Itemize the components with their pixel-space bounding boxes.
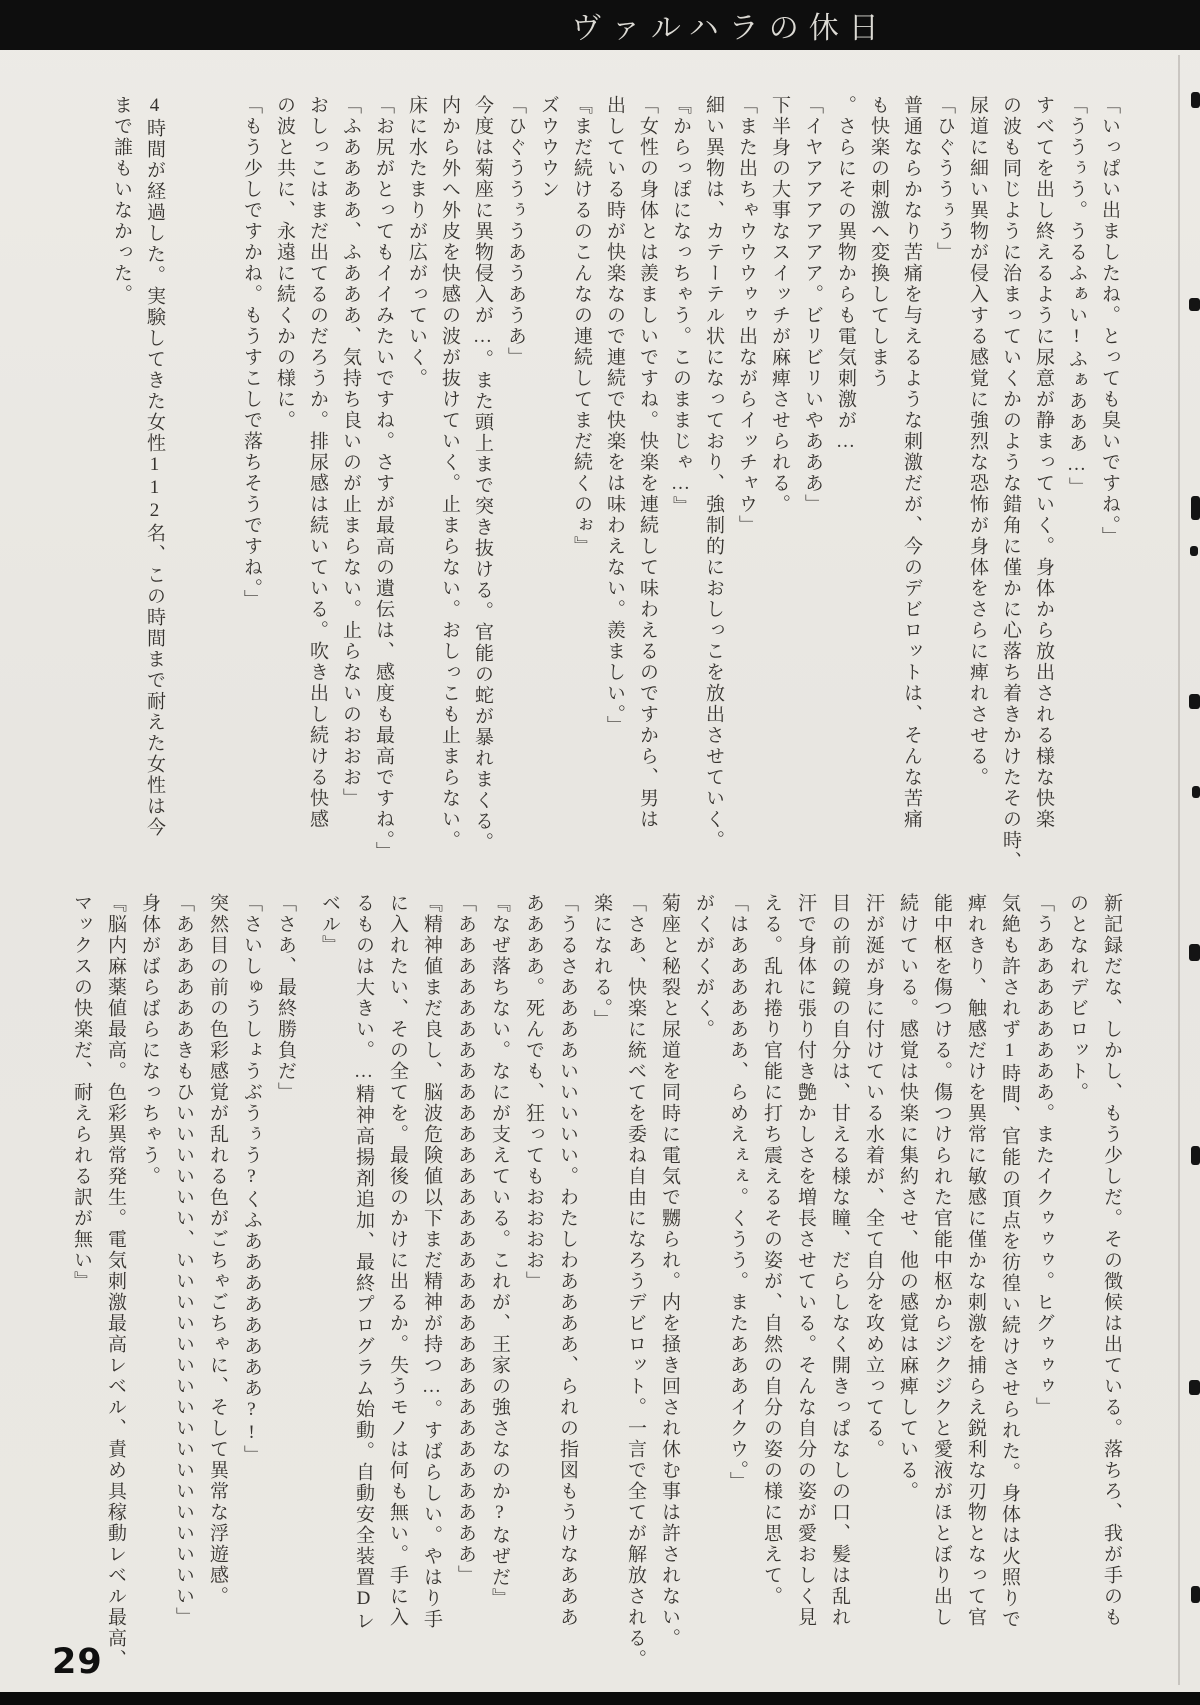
text-column: 4時間が経過した。実験してきた女性112名、この時間まで耐えた女性は今 — [144, 95, 165, 838]
page-title: ヴァルハラの休日 — [571, 12, 889, 45]
text-column: すべてを出し終えるように尿意が静まっていく。身体から放出される様な快楽 — [1033, 95, 1054, 830]
text-column: ズウウウン — [538, 95, 559, 200]
text-column: 「うるさああああいいいいい。わたしわああああ、られの指図もうけなあああ — [557, 893, 578, 1628]
text-column: 「さあ、快楽に統べてを委ね自由になろうデビロット。一言で全てが解放される。 — [625, 893, 646, 1670]
text-column: 「お尻がとってもイイみたいですね。さすが最高の遺伝は、感度も最高ですね。」 — [373, 95, 394, 863]
text-column: える。乱れ捲り官能に打ち震えるその姿が、自然の自分の姿の様に思えて。 — [761, 893, 782, 1607]
text-column: ベル』 — [319, 893, 340, 956]
text-column: 目の前の鏡の自分は、甘える様な瞳、だらしなく開きっぱなしの口、髪は乱れ — [829, 893, 850, 1628]
text-column: おしっこはまだ出てるのだろうか。排尿感は続いている。吹き出し続ける快感 — [307, 95, 328, 830]
text-column: 普通ならかなり苦痛を与えるような刺激だが、今のデビロットは、そんな苦痛 — [901, 95, 922, 830]
text-column: 痺れきり、触感だけを異常に敏感に僅かな刺激を捕らえ鋭利な刃物となって官 — [965, 893, 986, 1628]
scan-artifact — [1191, 496, 1200, 520]
text-column: 「はああああああ、らめえぇぇ。くうう。またあああイクウ。」 — [727, 893, 748, 1493]
text-column: 菊座と秘裂と尿道を同時に電気で嬲られ。内を掻き回され休む事は許されない。 — [659, 893, 680, 1649]
text-column: 「もう少しですかね。もうすこしで落ちそうですね。」 — [241, 95, 262, 611]
text-column: 身体がばらばらになっちゃう。 — [139, 893, 160, 1187]
text-column: 続けている。感覚は快楽に集約させ、他の感覚は麻痺している。 — [897, 893, 918, 1502]
text-column: 「ふああああ、ふあああ、気持ち良いのが止まらない。止らないのおおお」 — [340, 95, 361, 809]
text-column: 「うああああああああ。またイクゥゥゥ。ヒグゥゥゥ」 — [1033, 893, 1054, 1418]
text-column: も快楽の刺激へ変換してしまう — [868, 95, 889, 389]
scan-artifact — [1189, 944, 1200, 961]
bottom-rule — [0, 1692, 1200, 1705]
text-column: 今度は菊座に異物侵入が…。また頭上まで突き抜ける。官能の蛇が暴れまくる。 — [472, 95, 493, 853]
text-column: の波と共に、永遠に続くかの様に。 — [274, 95, 295, 431]
scan-artifact — [1191, 92, 1200, 108]
text-column: 突然目の前の色彩感覚が乱れる色がごちゃごちゃに、そして異常な浮遊感。 — [207, 893, 228, 1607]
text-column: 気絶も許されず1時間、官能の頂点を彷徨い続けさせられた。身体は火照りで — [999, 893, 1020, 1630]
text-column: 能中枢を傷つける。傷つけられた官能中枢からジクジクと愛液がほとぼり出し — [931, 893, 952, 1628]
page-edge-shadow — [1178, 55, 1180, 1685]
text-column: 新記録だな、しかし、もう少しだ。その徴候は出ている。落ちろ、我が手のも — [1101, 893, 1122, 1628]
text-column: 汗が涎が身に付けている水着が、全て自分を攻め立ってる。 — [863, 893, 884, 1460]
text-column: まで誰もいなかった。 — [111, 95, 132, 305]
text-column: に入れたい、その全てを。最後のかけに出るか。失うモノは何も無い。手に入 — [387, 893, 408, 1628]
text-column: 「ううぅう。うるふぁい!ふぁあああ…」 — [1066, 95, 1087, 498]
text-column: のとなれデビロット。 — [1067, 893, 1088, 1103]
text-column: マックスの快楽だ、耐えられる訳が無い』 — [71, 893, 92, 1292]
text-column: の波も同じように治まっていくかのような錯角に僅かに心落ち着きかけたその時、 — [1000, 95, 1021, 872]
text-column: 「イヤアアアアアア。ビリビリいやあああ」 — [802, 95, 823, 515]
text-column: 『脳内麻薬値最高。色彩異常発生。電気刺激最高レベル、責め具稼動レベル最高、 — [105, 893, 126, 1670]
top-text-block — [105, 95, 1126, 872]
page-number: 29 — [52, 1642, 103, 1682]
text-column: 「ああああああきもひいいいいいい、いいいいいいいいいいいいいいいいい」 — [173, 893, 194, 1628]
scan-artifact — [1191, 1146, 1200, 1165]
text-column: 出している時が快楽なので連続で快楽をは味わえない。羨ましい。」 — [604, 95, 625, 737]
scan-artifact — [1189, 694, 1200, 709]
scan-artifact — [1190, 546, 1198, 556]
text-column: 。さらにその異物からも電気刺激が… — [835, 95, 856, 454]
text-column: 「あああああああああああああああああああああああああああああああ」 — [455, 893, 476, 1586]
scan-artifact — [1189, 1380, 1200, 1395]
scan-artifact — [1192, 786, 1200, 798]
scan-artifact — [1189, 298, 1200, 311]
text-column: 楽になれる。」 — [591, 893, 612, 1031]
text-column: 「さいしゅうしょうぶうぅう?くふああああああああ?!」 — [241, 893, 262, 1466]
title-band — [0, 0, 1200, 50]
text-column: 『まだ続けるのこんなの連続してまだ続くのぉ』 — [571, 95, 592, 557]
text-column: 「さあ、最終勝負だ」 — [275, 893, 296, 1103]
text-column: 「また出ちゃウウウゥゥ出ながらイッチャウ」 — [736, 95, 757, 536]
text-column: 床に水たまりが広がっていく。 — [406, 95, 427, 389]
text-column: 下半身の大事なスイッチが麻痺させられる。 — [769, 95, 790, 515]
scan-artifact — [1191, 1586, 1200, 1603]
text-column: 『なぜ落ちない。なにが支えている。これが、王家の強さなのか?なぜだ』 — [489, 893, 510, 1609]
text-column: 「いっぱい出ましたね。とっても臭いですね。」 — [1099, 95, 1120, 548]
text-column: がくがくがく。 — [693, 893, 714, 1040]
text-column: 『精神値まだ良し、脳波危険値以下まだ精神が持つ…。すばらしい。やはり手 — [421, 893, 442, 1630]
text-column: 内から外へ外皮を快感の波が抜けていく。止まらない。おしっこも止まらない。 — [439, 95, 460, 851]
text-column: 『からっぽになっちゃう。このままじゃ…』 — [670, 95, 691, 517]
text-column: ああああ。死んでも、狂ってもおおおお」 — [523, 893, 544, 1292]
text-column: 「ひぐううぅうあうあうあ」 — [505, 95, 526, 368]
text-column: 尿道に細い異物が侵入する感覚に強烈な恐怖が身体をさらに痺れさせる。 — [967, 95, 988, 788]
text-column: 細い異物は、カテーテル状になっており、強制的におしっこを放出させていく。 — [703, 95, 724, 851]
text-column: 「女性の身体とは羨ましいですね。快楽を連続して味わえるのですから、男は — [637, 95, 658, 830]
text-column: るものは大きい。…精神高揚剤追加、最終プログラム始動。自動安全装置Dレ — [353, 893, 374, 1632]
text-column: 「ひぐううぅう」 — [934, 95, 955, 263]
text-column: 汗で身体に張り付き艶かしさを増長させている。そんな自分の姿が愛おしく見 — [795, 893, 816, 1628]
